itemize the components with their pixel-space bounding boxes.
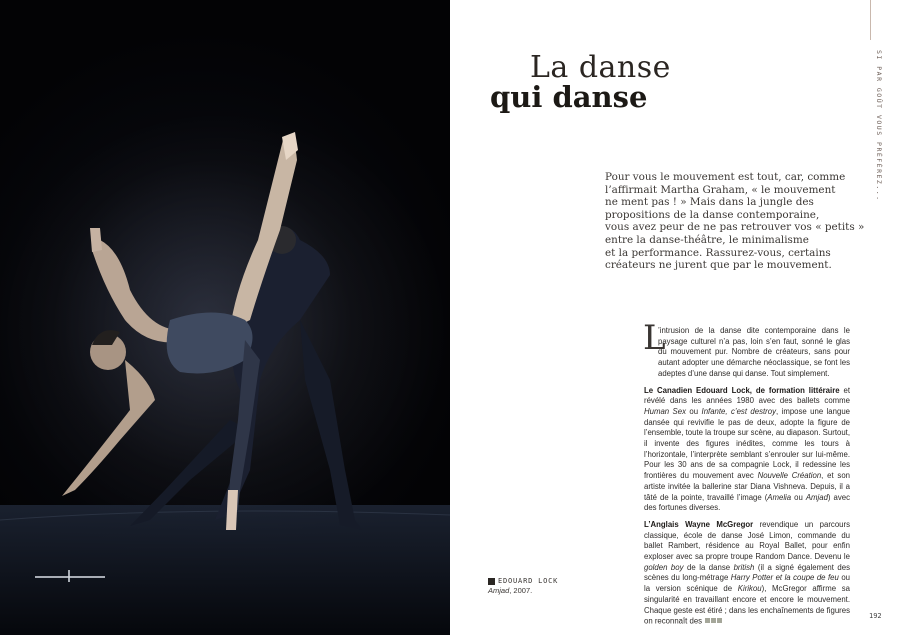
italic-run: Infante, c’est destroy <box>701 406 776 416</box>
italic-run: british <box>733 562 755 572</box>
intro-line: créateurs ne jurent que par le mouvement. <box>605 259 832 272</box>
text-run: ), McGregor affirme sa singularité en travaillant encore et encore le mouvement. Chaque geste est étiré ; dans les enchaînements de figures on reconnaît des <box>644 584 850 626</box>
caption-year: , 2007. <box>509 586 533 595</box>
intro-line: Pour vous le mouvement est tout, car, comme <box>605 171 846 183</box>
drop-cap: L <box>643 318 666 358</box>
intro-paragraph <box>605 171 865 272</box>
text-run: , et son artiste invitée la ballerine star Diana Vishneva. Depuis, il a tâté de la pointe, travaillé l’image ( <box>644 471 850 502</box>
photo-caption <box>488 576 558 596</box>
paragraph-lead: Le Canadien Edouard Lock, de formation littéraire <box>644 385 840 395</box>
italic-run: Amjad <box>805 492 828 502</box>
text-run: ou la version scénique de <box>644 573 850 594</box>
title-line-1: La danse <box>530 50 671 85</box>
text-run: (il a signé également des scènes du long-métrage <box>644 562 850 583</box>
text-run: ou <box>791 492 806 502</box>
caption-work: Amjad <box>488 586 510 595</box>
text-run: de la danse <box>683 562 734 572</box>
italic-run: Harry Potter et la coupe de feu <box>730 573 839 583</box>
caption-name: EDOUARD LOCK <box>498 577 559 585</box>
caption-marker-icon <box>488 578 495 585</box>
italic-run: Human Sex <box>644 406 686 416</box>
intro-line: propositions de la danse contemporaine, <box>605 208 820 221</box>
text-run: ou <box>686 406 702 416</box>
body-text <box>644 326 850 633</box>
end-mark-icon <box>704 616 722 627</box>
text-run: revendique un parcours classique, école de danse José Limon, commande du ballet Rambert, résidence au Royal Ballet, pour enfin exploser avec sa propre troupe Random Dance. Devenu le <box>644 519 850 562</box>
body-paragraph-3 <box>644 520 850 627</box>
italic-run: Amelia <box>767 492 792 502</box>
running-head-rule <box>870 0 871 40</box>
text-run: et révélé dans les années 1980 avec des ballets comme <box>644 385 850 406</box>
intro-line: ne ment pas ! » Mais dans la jungle des <box>605 196 814 209</box>
intro-line: entre la danse-théâtre, le minimalisme <box>605 233 809 246</box>
running-head: SI PAR GOÛT VOUS PRÉFÉREZ... <box>875 50 883 202</box>
paragraph-lead: L’Anglais Wayne McGregor <box>644 519 754 529</box>
text-run: ) avec des fortunes diverses. <box>644 492 850 513</box>
text-run: , impose une langue dansée qui revivifie le pas de deux, adopte la figure de l’ensemble, toute la troupe sur scène, au diapason. Surtout, il invente des figures inédites, comme les tours à l’horizontale, l’interprète semblant s’enrouler sur lui-même. Pour les 30 ans de sa compagnie Lock, il redessine les frontières du mouvement avec <box>644 406 850 481</box>
text-page <box>450 0 900 635</box>
intro-line: vous avez peur de ne pas retrouver vos « petits » <box>605 221 865 234</box>
title-line-2: qui danse <box>490 80 648 114</box>
body-paragraph-2 <box>644 386 850 514</box>
intro-line: et la performance. Rassurez-vous, certains <box>605 246 831 259</box>
intro-line: l’affirmait Martha Graham, « le mouvement <box>605 183 836 196</box>
italic-run: golden boy <box>644 562 684 572</box>
italic-run: Nouvelle Création <box>757 471 822 481</box>
body-paragraph-1: ’intrusion de la danse dite contemporaine dans le paysage culturel n’a pas, loin s’en faut, sonné le glas du mouvement pur. Nombre de créateurs, sans pour autant adopter une démarche néoclassique, se font les adeptes d’une danse qui danse. Tout simplement. <box>658 326 850 378</box>
page-number: 192 <box>869 612 882 620</box>
italic-run: Kirikou <box>737 584 762 594</box>
